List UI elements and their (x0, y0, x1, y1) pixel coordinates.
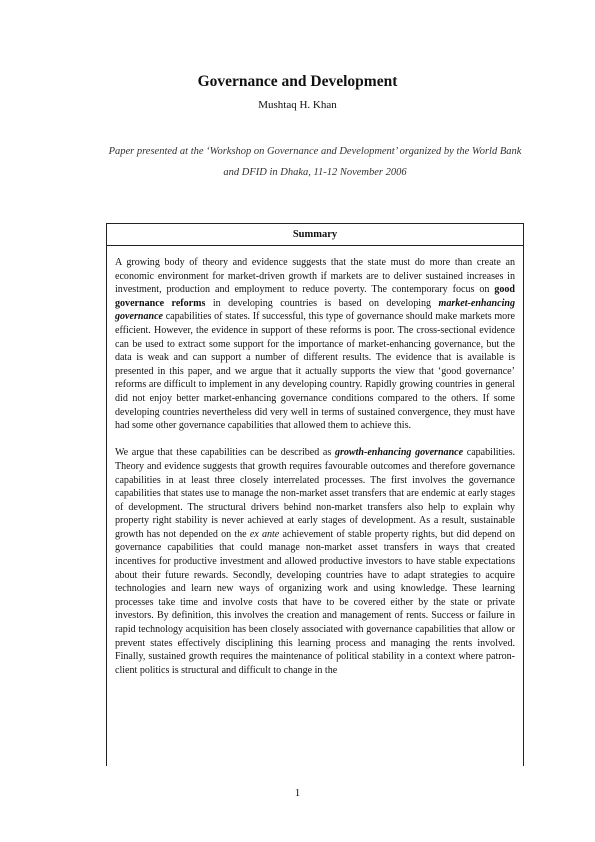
summary-p1-bold-italic-text: market-enhancing governance (115, 297, 515, 323)
summary-p1-text-a: A growing body of theory and evidence suggests that the state must do more than create an economic environment for market-driven growth if markets are to deliver sustained increases in investment, production and employment to reduce poverty. The contemporary focus on (115, 257, 515, 296)
summary-p1-text-e: capabilities of states. If successful, this type of governance should make markets more efficient. However, the evidence in support of these reforms is poor. The cross-sectional evidence can be used to extract some support for the importance of market-enhancing governance, but the data is weak and can support a number of different results. The evidence that is available is presented in this paper, and we argue that it actually supports the view that ‘good governance’ reforms are difficult to implement in any developing country. Rapidly growing countries in general did not enjoy better market-enhancing governance conditions compared to the others. If some developing countries nevertheless did very well in terms of sustained convergence, they must have had some other governance capabilities that allowed them to achieve this. (115, 311, 515, 432)
presentation-note: Paper presented at the ‘Workshop on Governance and Development’ organized by the World Bank and DFID in Dhaka, 11-12 November 2006 (108, 146, 522, 178)
author-name: Mushtaq H. Khan (258, 99, 337, 111)
summary-p2-bold-italic-term (335, 447, 463, 458)
summary-p2-italic-term: ex ante (249, 528, 280, 540)
summary-paragraph-2 (115, 446, 515, 677)
summary-p2-text-a: We argue that these capabilities can be described as (115, 447, 335, 459)
summary-paragraph-1 (115, 256, 515, 433)
summary-p2-text-e: achievement of stable property rights, but did depend on governance capabilities that could manage non-market asset transfers in ways that created incentives for productive investment and allowed productive investors to have stable expectations about their future rewards. Secondly, developing countries have to adapt strategies to acquire technologies and learn new ways of organizing work and using knowledge. These learning processes take time and involve costs that have to be covered either by the state or private investors. By definition, this involves the creation and management of rents. Success or failure in rapid technology acquisition has been closely associated with governance capabilities that allow or prevent states effectively disciplining this learning process and managing the rents involved. Finally, sustained growth requires the maintenance of political stability in a context where patron-client politics is structural and difficult to change in the (115, 528, 515, 676)
summary-p2-bold-italic-text: growth-enhancing governance (334, 447, 464, 459)
page-number: 1 (294, 787, 301, 799)
paper-title: Governance and Development (197, 73, 398, 90)
summary-p1-bold-term: good governance reforms (115, 284, 515, 309)
summary-box (106, 223, 524, 766)
summary-heading: Summary (107, 224, 523, 246)
summary-p1-text-c: in developing countries is based on developing (205, 297, 439, 309)
summary-p2-text-c: capabilities. Theory and evidence suggests that growth requires favourable outcomes and therefore governance capabilities in at least three closely interrelated processes. The first involves the governance capabilities that states use to manage the non-market asset transfers that are endemic at early stages of development. The structural drivers behind non-market transfers also help to explain why property right stability is never achieved at early stages of development. As a result, sustainable growth has not depended on the (115, 447, 515, 540)
summary-body (107, 246, 523, 677)
